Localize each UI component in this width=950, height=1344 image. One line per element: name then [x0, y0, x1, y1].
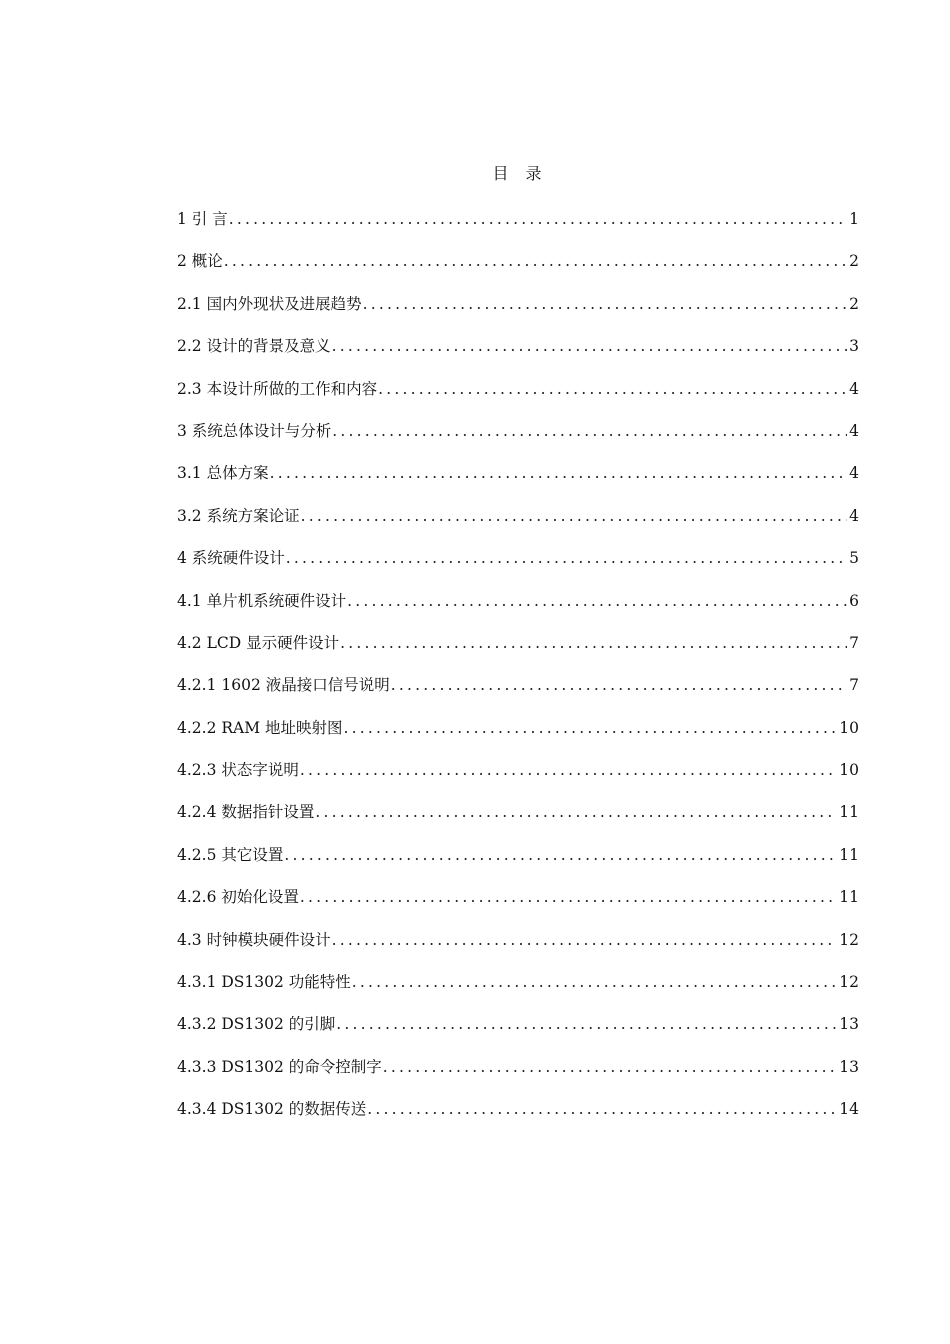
toc-page-number: 11 — [839, 803, 859, 822]
toc-page-number: 7 — [849, 633, 859, 652]
toc-entry[interactable] — [177, 377, 859, 419]
toc-dot-leader — [332, 419, 847, 443]
toc-dot-leader — [270, 461, 848, 485]
toc-dot-leader — [367, 1097, 837, 1121]
toc-entry-label: 3.1 总体方案 — [177, 464, 269, 483]
toc-entry[interactable] — [177, 419, 859, 461]
toc-dot-leader — [300, 758, 837, 782]
toc-entry[interactable] — [177, 546, 859, 588]
toc-page-number: 11 — [839, 888, 859, 907]
toc-entry-label: 4.1 单片机系统硬件设计 — [177, 591, 347, 610]
toc-entry[interactable] — [177, 800, 859, 842]
toc-entry-label: 4.3.3 DS1302 的命令控制字 — [177, 1057, 382, 1076]
toc-entry[interactable] — [177, 461, 859, 503]
toc-entry-label: 4.3 时钟模块硬件设计 — [177, 930, 331, 949]
toc-entry-label: 2.3 本设计所做的工作和内容 — [177, 379, 378, 398]
toc-entry[interactable] — [177, 292, 859, 334]
toc-entry[interactable] — [177, 673, 859, 715]
toc-entry[interactable] — [177, 1097, 859, 1139]
toc-dot-leader — [378, 377, 847, 401]
toc-page-number: 3 — [849, 337, 859, 356]
toc-entry[interactable] — [177, 207, 859, 249]
toc-entry-label: 2.1 国内外现状及进展趋势 — [177, 294, 362, 313]
toc-page-number: 10 — [839, 718, 859, 737]
toc-dot-leader — [347, 589, 847, 613]
toc-page-number: 13 — [839, 1057, 859, 1076]
toc-dot-leader — [284, 843, 837, 867]
toc-page-number: 10 — [839, 761, 859, 780]
toc-entry[interactable] — [177, 928, 859, 970]
toc-dot-leader — [224, 249, 847, 273]
toc-dot-leader — [336, 1012, 837, 1036]
toc-entry[interactable] — [177, 716, 859, 758]
toc-page-number: 7 — [849, 676, 859, 695]
toc-dot-leader — [286, 546, 847, 570]
toc-dot-leader — [332, 928, 838, 952]
toc-page-number: 6 — [849, 591, 859, 610]
toc-dot-leader — [229, 207, 847, 231]
toc-entry-label: 4 系统硬件设计 — [177, 549, 285, 568]
toc-page-number: 2 — [849, 294, 859, 313]
toc-entry[interactable] — [177, 758, 859, 800]
toc-page-number: 5 — [849, 549, 859, 568]
toc-dot-leader — [301, 504, 848, 528]
toc-page-number: 4 — [849, 506, 859, 525]
toc-dot-leader — [383, 1055, 837, 1079]
toc-dot-leader — [315, 800, 837, 824]
toc-entry-label: 4.2.1 1602 液晶接口信号说明 — [177, 676, 390, 695]
toc-page-number: 4 — [849, 379, 859, 398]
toc-page-number: 1 — [849, 210, 859, 228]
toc-entry-label: 4.2.6 初始化设置 — [177, 888, 299, 907]
toc-dot-leader — [363, 292, 848, 316]
toc-page-number: 14 — [839, 1100, 859, 1119]
toc-page-number: 4 — [849, 421, 859, 440]
toc-entry-label: 2.2 设计的背景及意义 — [177, 337, 331, 356]
toc-entry-label: 1 引 言 — [177, 210, 228, 228]
toc-entry[interactable] — [177, 504, 859, 546]
toc-dot-leader — [340, 631, 847, 655]
toc-page-number: 13 — [839, 1015, 859, 1034]
toc-entry-label: 3.2 系统方案论证 — [177, 506, 300, 525]
toc-dot-leader — [391, 673, 847, 697]
toc-page-number: 12 — [839, 930, 859, 949]
toc-entry[interactable] — [177, 1012, 859, 1054]
toc-dot-leader — [352, 970, 837, 994]
toc-entry[interactable] — [177, 589, 859, 631]
toc-entry-label: 4.3.4 DS1302 的数据传送 — [177, 1100, 367, 1119]
toc-dot-leader — [344, 716, 838, 740]
toc-entry[interactable] — [177, 334, 859, 376]
toc-entry-label: 2 概论 — [177, 252, 223, 271]
toc-entry-label: 4.2.5 其它设置 — [177, 845, 284, 864]
toc-entry-label: 4.2 LCD 显示硬件设计 — [177, 633, 340, 652]
toc-title: 目 录 — [492, 164, 548, 183]
toc-entry[interactable] — [177, 970, 859, 1012]
toc-dot-leader — [332, 334, 848, 358]
toc-entry[interactable] — [177, 631, 859, 673]
toc-entry-label: 4.2.3 状态字说明 — [177, 761, 299, 780]
toc-page-number: 11 — [839, 845, 859, 864]
toc-entry[interactable] — [177, 249, 859, 291]
toc-entry[interactable] — [177, 885, 859, 927]
toc-entry[interactable] — [177, 1055, 859, 1097]
toc-entry-label: 3 系统总体设计与分析 — [177, 421, 332, 440]
toc-page-number: 12 — [839, 973, 859, 992]
toc-entry-label: 4.3.1 DS1302 功能特性 — [177, 973, 351, 992]
toc-entry[interactable] — [177, 843, 859, 885]
table-of-contents — [177, 207, 859, 1140]
toc-entry-label: 4.2.2 RAM 地址映射图 — [177, 718, 343, 737]
toc-page-number: 2 — [849, 252, 859, 271]
toc-page-number: 4 — [849, 464, 859, 483]
toc-entry-label: 4.2.4 数据指针设置 — [177, 803, 315, 822]
toc-entry-label: 4.3.2 DS1302 的引脚 — [177, 1015, 336, 1034]
toc-dot-leader — [300, 885, 837, 909]
